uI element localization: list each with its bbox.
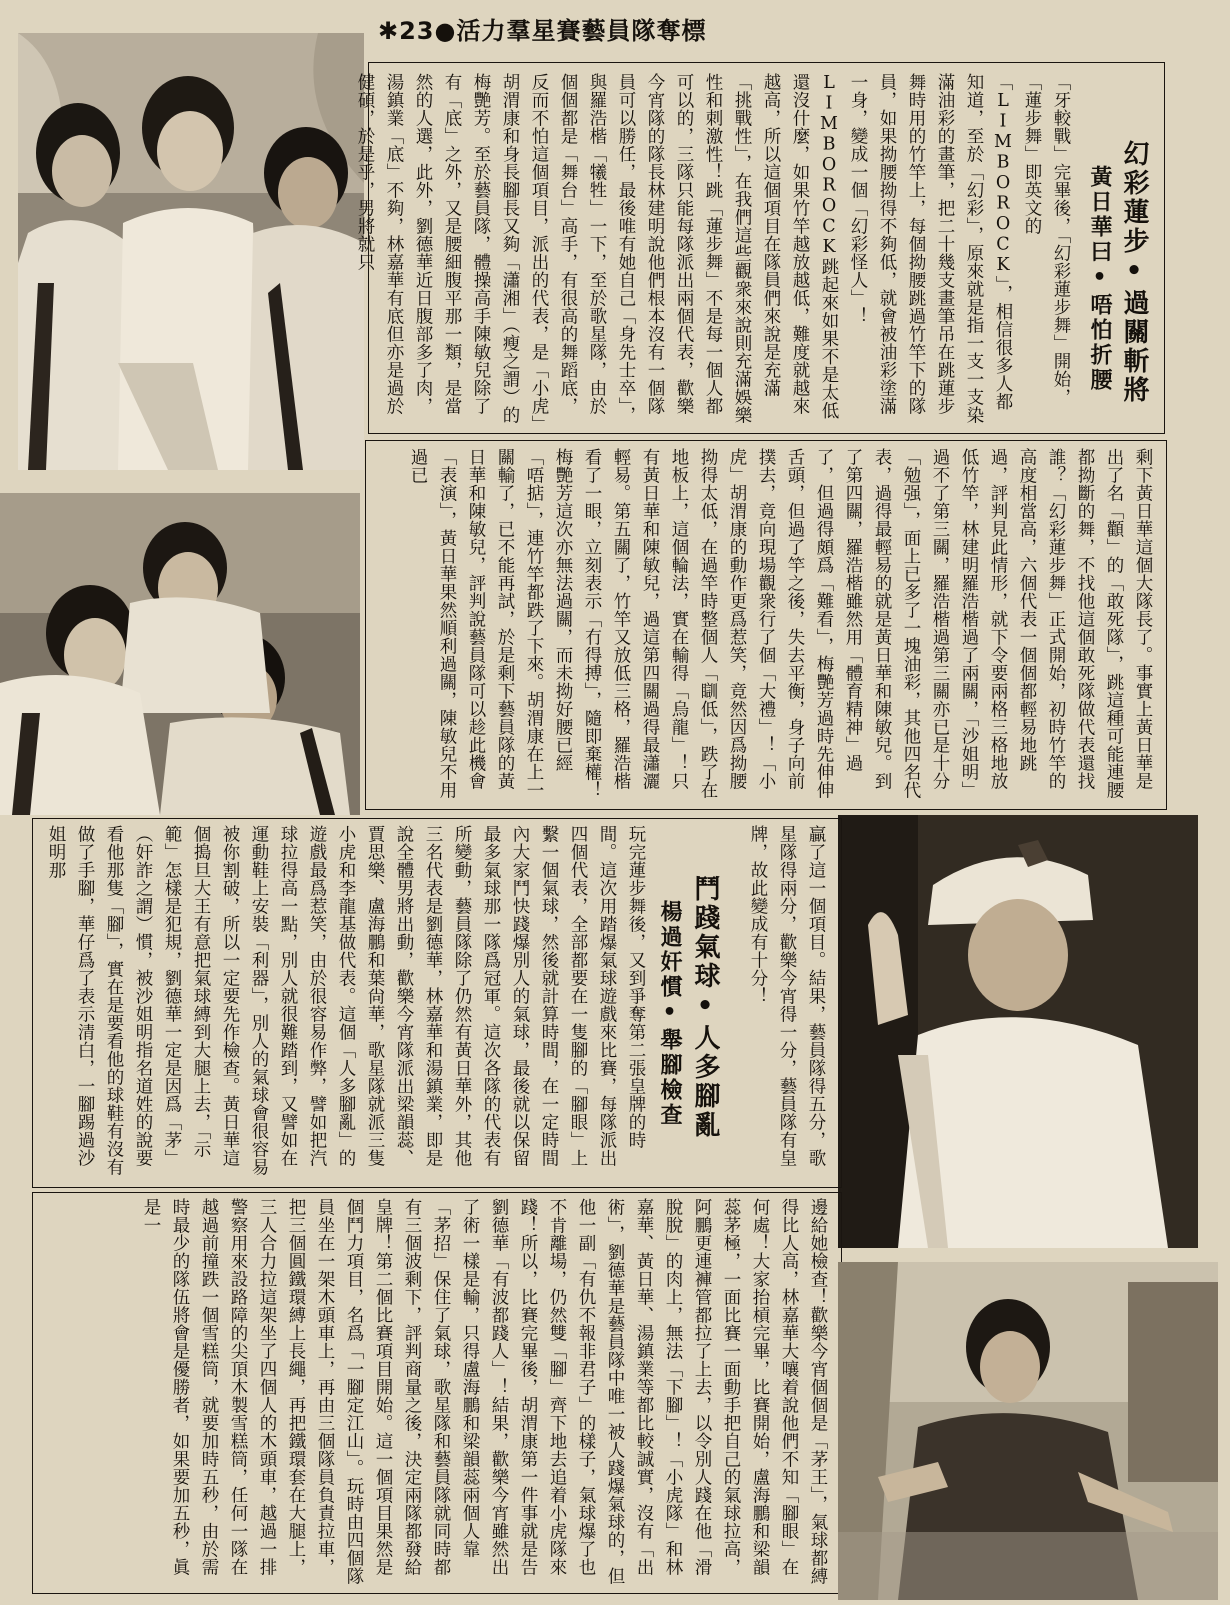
section2-body: 剩下黃日華這個大隊長了。事實上黃日華是出了名「顴」的「敢死隊」，跳這種可能連腰都拗斷的舞，不找他這個敢死隊做代表還找誰？「幻彩蓮步舞」正式開始，初時竹竿的高度相當高，六個代表一個個都輕易地跳過，評判見此情形，就下令要兩格三格地放低竹竿，林建明羅浩楷過了兩關，「沙姐明」過不了第三關，羅浩楷過第三關亦已是十分「勉强」，面上已多了一塊油彩，其他四名代表，過得最輕易的就是黃日華和陳敏兒。到了第四關，羅浩楷雖然用「體育精神」過了，但過得頗爲「難看」，梅艷芳過時先伸伸舌頭，但過了竿之後，失去平衡，身子向前撲去，竟向現場觀衆行了個「大禮」！「小虎」胡渭康的動作更爲惹笑，竟然因爲拗腰拗得太低，在過竿時整個人「瞓低」，跌了在地板上，這個輪法，實在輸得「烏龍」！只有黃日華和陳敏兒，過這第四關過得最瀟灑輕易。第五關了，竹竿又放低三格，羅浩楷看了一眼，立刻表示「冇得搏」，隨即棄權！梅艷芳這次亦無法過關，而未拗好腰已經「唔掂」，連竹竿都跌了下來。胡渭康在上一關輸了，已不能再試，於是剩下藝員隊的黃日華和陳敏兒，評判說藝員隊可以趁此機會「表演」，黃日華果然順利過關，陳敏兒不用過已 bbox=[408, 448, 1153, 800]
section1-headline: 幻彩蓮步•過關斬將 bbox=[1119, 140, 1149, 405]
portrait-cap-photo bbox=[838, 815, 1198, 1248]
section3-body: 玩完蓮步舞後，又到爭奪第二張皇牌的時間。這次用踏爆氣球遊戲來比賽，每隊派出四個代表，全部都要在一隻腳的「腳眼」上繫一個氣球，然後就計算時間，在一定時間內大家鬥快踐爆別人的氣球，最後就以保留最多氣球那一隊爲冠軍。這次各隊的代表有所變動，藝員隊除了仍然有黃日華外，其他三名代表是劉德華，林嘉華和湯鎮業，即是說全體男將出動，歡樂今宵隊派出梁韻蕊、賈思樂、盧海鵬和葉尙華，歌星隊就派三隻小虎和李龍基做代表。這個「人多腳亂」的遊戲最爲惹笑，由於很容易作弊，譬如把汽球拉得高一點，別人就很難踏到，又譬如在運動鞋上安裝「利器」，別人的氣球會很容易被你割破，所以一定要先作檢查。黃日華這個搗旦大王有意把氣球縛到大腿上去，「示範」怎樣是犯規，劉德華一定是因爲「茅」（奸詐之謂）慣，被沙姐明指名道姓的說要看他那隻「腳」，實在是要看他的球鞋有沒有做了手腳，華仔爲了表示清白，一腳踢過沙姐明那 bbox=[46, 825, 646, 1177]
section4-body: 邊給她檢查！歡樂今宵個個是「茅王」，氣球都縛得比人高，林嘉華大嚷着說他們不知「腳眼」在何處！大家抬槓完畢，比賽開始，盧海鵬和梁韻蕊茅極，一面比賽一面動手把自己的氣球拉高，阿鵬更連褲管都拉了上去，以令別人踐在他「滑脫脫」的肉上，無法「下腳」！「小虎隊」和林嘉華、黃日華、湯鎮業等都比較誠實，沒有「出術」，劉德華是藝員隊中唯一被人踐爆氣球的，但他一副「有仇不報非君子」的樣子，氣球爆了也不肯離場，仍然雙「腳」齊下地去追着小虎隊來踐！所以，比賽完畢後，胡渭康第一件事就是告劉德華「有波都踐人」！結果，歡樂今宵雖然出了術一樣是輸，只得盧海鵬和梁韻蕊兩個人靠「茅招」保住了氣球，歌星隊和藝員隊就同時都有三個波剩下，評判商量之後，決定兩隊都發給皇牌！第二個比賽項目開始。這一個項目果然是個鬥力項目，名爲「一腳定江山」。玩時由四個隊員坐在一架木頭車上，再由三個隊員負責拉車，把三個圓鐵環縛上長繩，再把鐵環套在大腿上，三人合力拉這架坐了四個人的木頭車，越過一排警察用來設路障的尖頂木製雪糕筒，任何一隊在越過前撞跌一個雪糕筒，就要加時五秒，由於需時最少的隊伍將會是優勝者，如果要加五秒，眞是一 bbox=[141, 1198, 828, 1586]
section3-intro: 贏了這一個項目。結果，藝員隊得五分，歌星隊得兩分，歡樂今宵得一分，藝員隊有皇牌，故此變成有十分！ bbox=[748, 825, 826, 1167]
section3-subhead: 楊過奸慣•舉腳檢查 bbox=[657, 900, 682, 1128]
page-title: ✱23●活力羣星賽藝員隊奪標 bbox=[378, 17, 707, 45]
section3-headline: 鬥踐氣球•人多腳亂 bbox=[690, 875, 720, 1140]
section1-body: 「牙較戰」完畢後，「幻彩蓮步舞」開始，「蓮步舞」即英文的「LIMBOROCK」，相信很多人都知道，至於「幻彩」，原來就是指一支一支染滿油彩的畫筆，把二十幾支畫筆吊在跳蓮步舞時用的竹竿上，每個拗腰跳過竹竿下的隊員，如果拗腰拗得不夠低，就會被油彩塗滿一身，變成一個「幻彩怪人」！LIMBOROCK跳起來如果不是太低還沒什麼，如果竹竿越放越低，難度就越來越高，所以這個項目在隊員們來說是充滿「挑戰性」，在我們這些觀衆來說則充滿娛樂性和刺激性！跳「蓮步舞」不是每一個人都可以的，三隊只能每隊派出兩個代表，歡樂今宵隊的隊長林建明說他們根本沒有一個隊員可以勝任，最後唯有她自己「身先士卒」，與羅浩楷「犧牲」一下，至於歌星隊，由於個個都是「舞台」高手，有很高的舞蹈底，反而不怕這個項目，派出的代表，是「小虎」胡渭康和身長腳長又夠「瀟湘」（瘦之謂）的梅艷芳。至於藝員隊，體操高手陳敏兒除了有「底」之外，又是腰細腹平那一類，是當然的人選，此外，劉德華近日腹部多了肉，湯鎮業「底」不夠，林嘉華有底但亦是過於健碩，於是乎，男將就只 bbox=[355, 73, 1071, 425]
group-photo-top bbox=[18, 33, 364, 470]
portrait-seated-photo bbox=[838, 1262, 1218, 1600]
group-photo-middle bbox=[0, 493, 360, 815]
section1-subhead: 黃日華曰•唔怕折腰 bbox=[1087, 165, 1112, 393]
